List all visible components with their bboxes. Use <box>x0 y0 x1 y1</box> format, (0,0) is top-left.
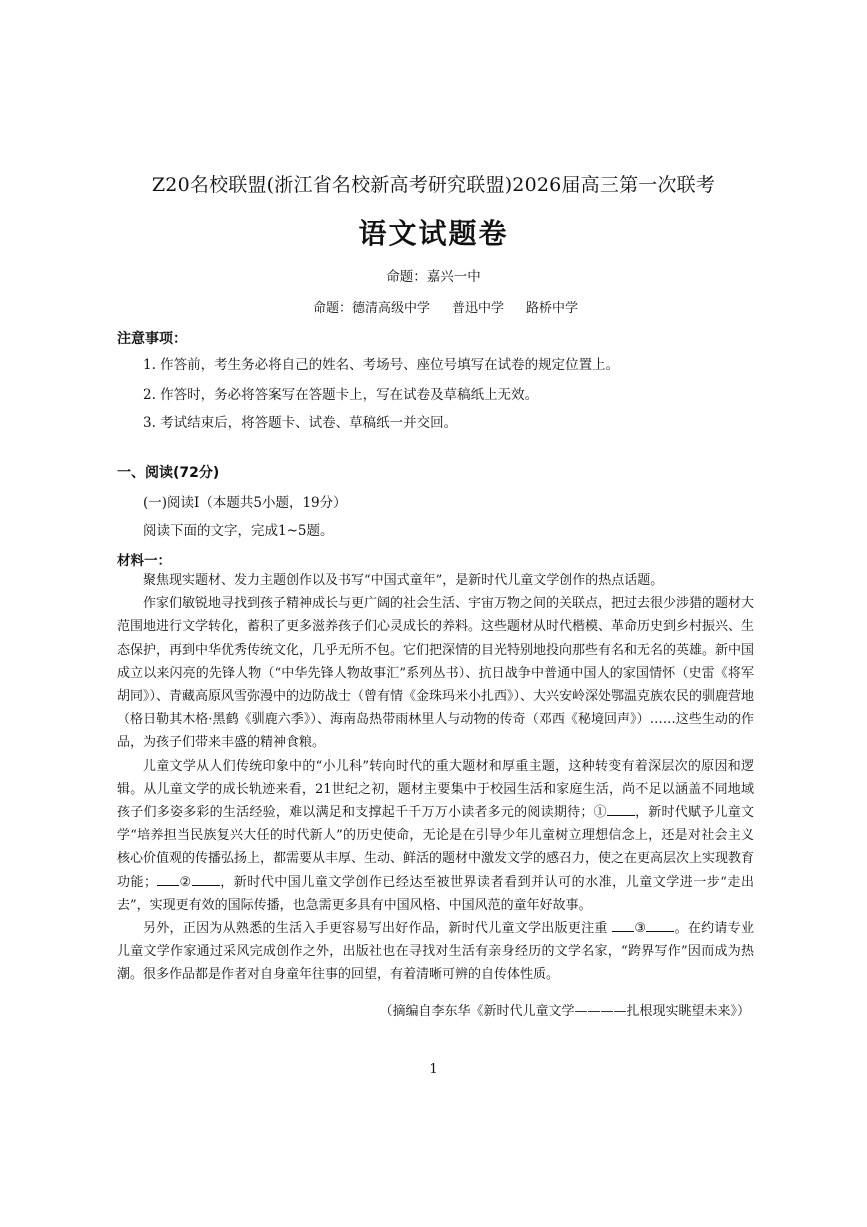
answer-blank-2-lead <box>157 871 179 886</box>
material-heading: 材料一： <box>117 553 171 569</box>
passage-text: 儿童文学从人们传统印象中的“小儿科”转向时代的重大题材和厚重主题，这种转变有着深层次的原因和逻辑。从儿童文学的成长轨迹来看，21世纪之初，题材主要集中于校园生活和家庭生活，尚不足以涵盖不同地域孩子们多姿多彩的生活经验，难以满足和支撑起千千万万小读者多元的阅读期待； <box>117 758 754 821</box>
blank-marker-2: ② <box>179 874 192 890</box>
answer-blank-1 <box>607 801 635 816</box>
subject-title: 语文试题卷 <box>358 217 509 250</box>
section-subheading: (一)阅读Ⅰ（本题共5小题，19分） <box>143 495 347 511</box>
passage-paragraph: 作家们敏锐地寻找到孩子精神成长与更广阔的社会生活、宇宙万物之间的关联点，把过去很少涉猎的题材大范围地进行文学转化，蓄积了更多滋养孩子们心灵成长的养料。这些题材从时代楷模、革命历史到乡村振兴、生态保护，再到中华优秀传统文化，几乎无所不包。它们把深情的目光特别地投向那些有名和无名的英雄。新中国成立以来闪亮的先锋人物（“中华先锋人物故事汇”系列丛书）、抗日战争中普通中国人的家国情怀（史雷《将军胡同》）、青藏高原风雪弥漫中的边防战士（曾有情《金珠玛米小扎西》）、大兴安岭深处鄂温克族农民的驯鹿营地（格日勒其木格·黑鹤《驯鹿六季》）、海南岛热带雨林里人与动物的传奇（邓西《秘境回声》）……这些生动的作品，为孩子们带来丰盛的精神食粮。 <box>117 596 755 751</box>
section-heading: 一、阅读(72分) <box>117 465 220 481</box>
passage-paragraph <box>117 755 754 917</box>
blank-marker-3: ③ <box>634 921 647 937</box>
passage-body <box>117 569 754 987</box>
reviewer-school: 普迅中学 <box>452 301 505 316</box>
page-number: 1 <box>429 1062 438 1077</box>
notice-item: 2. 作答时，务必将答案写在答题卡上，写在试卷及草稿纸上无效。 <box>143 387 539 403</box>
passage-text: ，新时代中国儿童文学创作已经达至被世界读者看到并认可的水准，儿童文学进一步“走出去”，实现更有效的国际传播，也急需更多具有中国风格、中国风范的童年好故事。 <box>117 874 754 913</box>
answer-blank-3 <box>646 917 674 932</box>
answer-blank-2 <box>192 871 220 886</box>
notice-item: 3. 考试结束后，将答题卡、试卷、草稿纸一并交回。 <box>143 415 458 431</box>
reviewer-school: 德清高级中学 <box>352 301 431 316</box>
reviewers-label: 命题： <box>313 301 353 316</box>
passage-text: 另外，正因为从熟悉的生活入手更容易写出好作品，新时代儿童文学出版更注重 <box>143 921 608 937</box>
passage-paragraph: 聚焦现实题材、发力主题创作以及书写“中国式童年”，是新时代儿童文学创作的热点话题。 <box>143 573 664 588</box>
passage-text: 。在约请专业儿童文学作家通过采风完成创作之外，出版社也在寻找对生活有亲身经历的文学名家，“跨界写作”因而成为热潮。很多作品都是作者对自身童年往事的回望，有着清晰可辨的自传体性质。 <box>117 921 754 983</box>
setter-line: 命题：嘉兴一中 <box>386 269 481 285</box>
reviewer-school: 路桥中学 <box>526 301 579 316</box>
source-citation: （摘编自李东华《新时代儿童文学————扎根现实眺望未来》） <box>379 1004 750 1019</box>
passage-paragraph <box>117 917 754 987</box>
reviewers-line <box>313 297 600 316</box>
answer-blank-3-lead <box>612 917 634 932</box>
notice-heading: 注意事项： <box>117 331 187 347</box>
exam-title: Z20名校联盟(浙江省名校新高考研究联盟)2026届高三第一次联考 <box>151 174 716 196</box>
section-instruction: 阅读下面的文字，完成1~5题。 <box>143 523 334 539</box>
passage-text: ，新时代赋予儿童文学“培养担当民族复兴大任的时代新人”的历史使命，无论是在引导少年儿童树立理想信念上，还是对社会主义核心价值观的传播弘扬上，都需要从丰厚、生动、鲜活的题材中激发文学的感召力，使之在更高层次上实现教育功能； <box>117 805 755 890</box>
blank-marker-1: ① <box>593 805 607 821</box>
notice-item: 1. 作答前，考生务必将自己的姓名、考场号、座位号填写在试卷的规定位置上。 <box>143 357 620 373</box>
